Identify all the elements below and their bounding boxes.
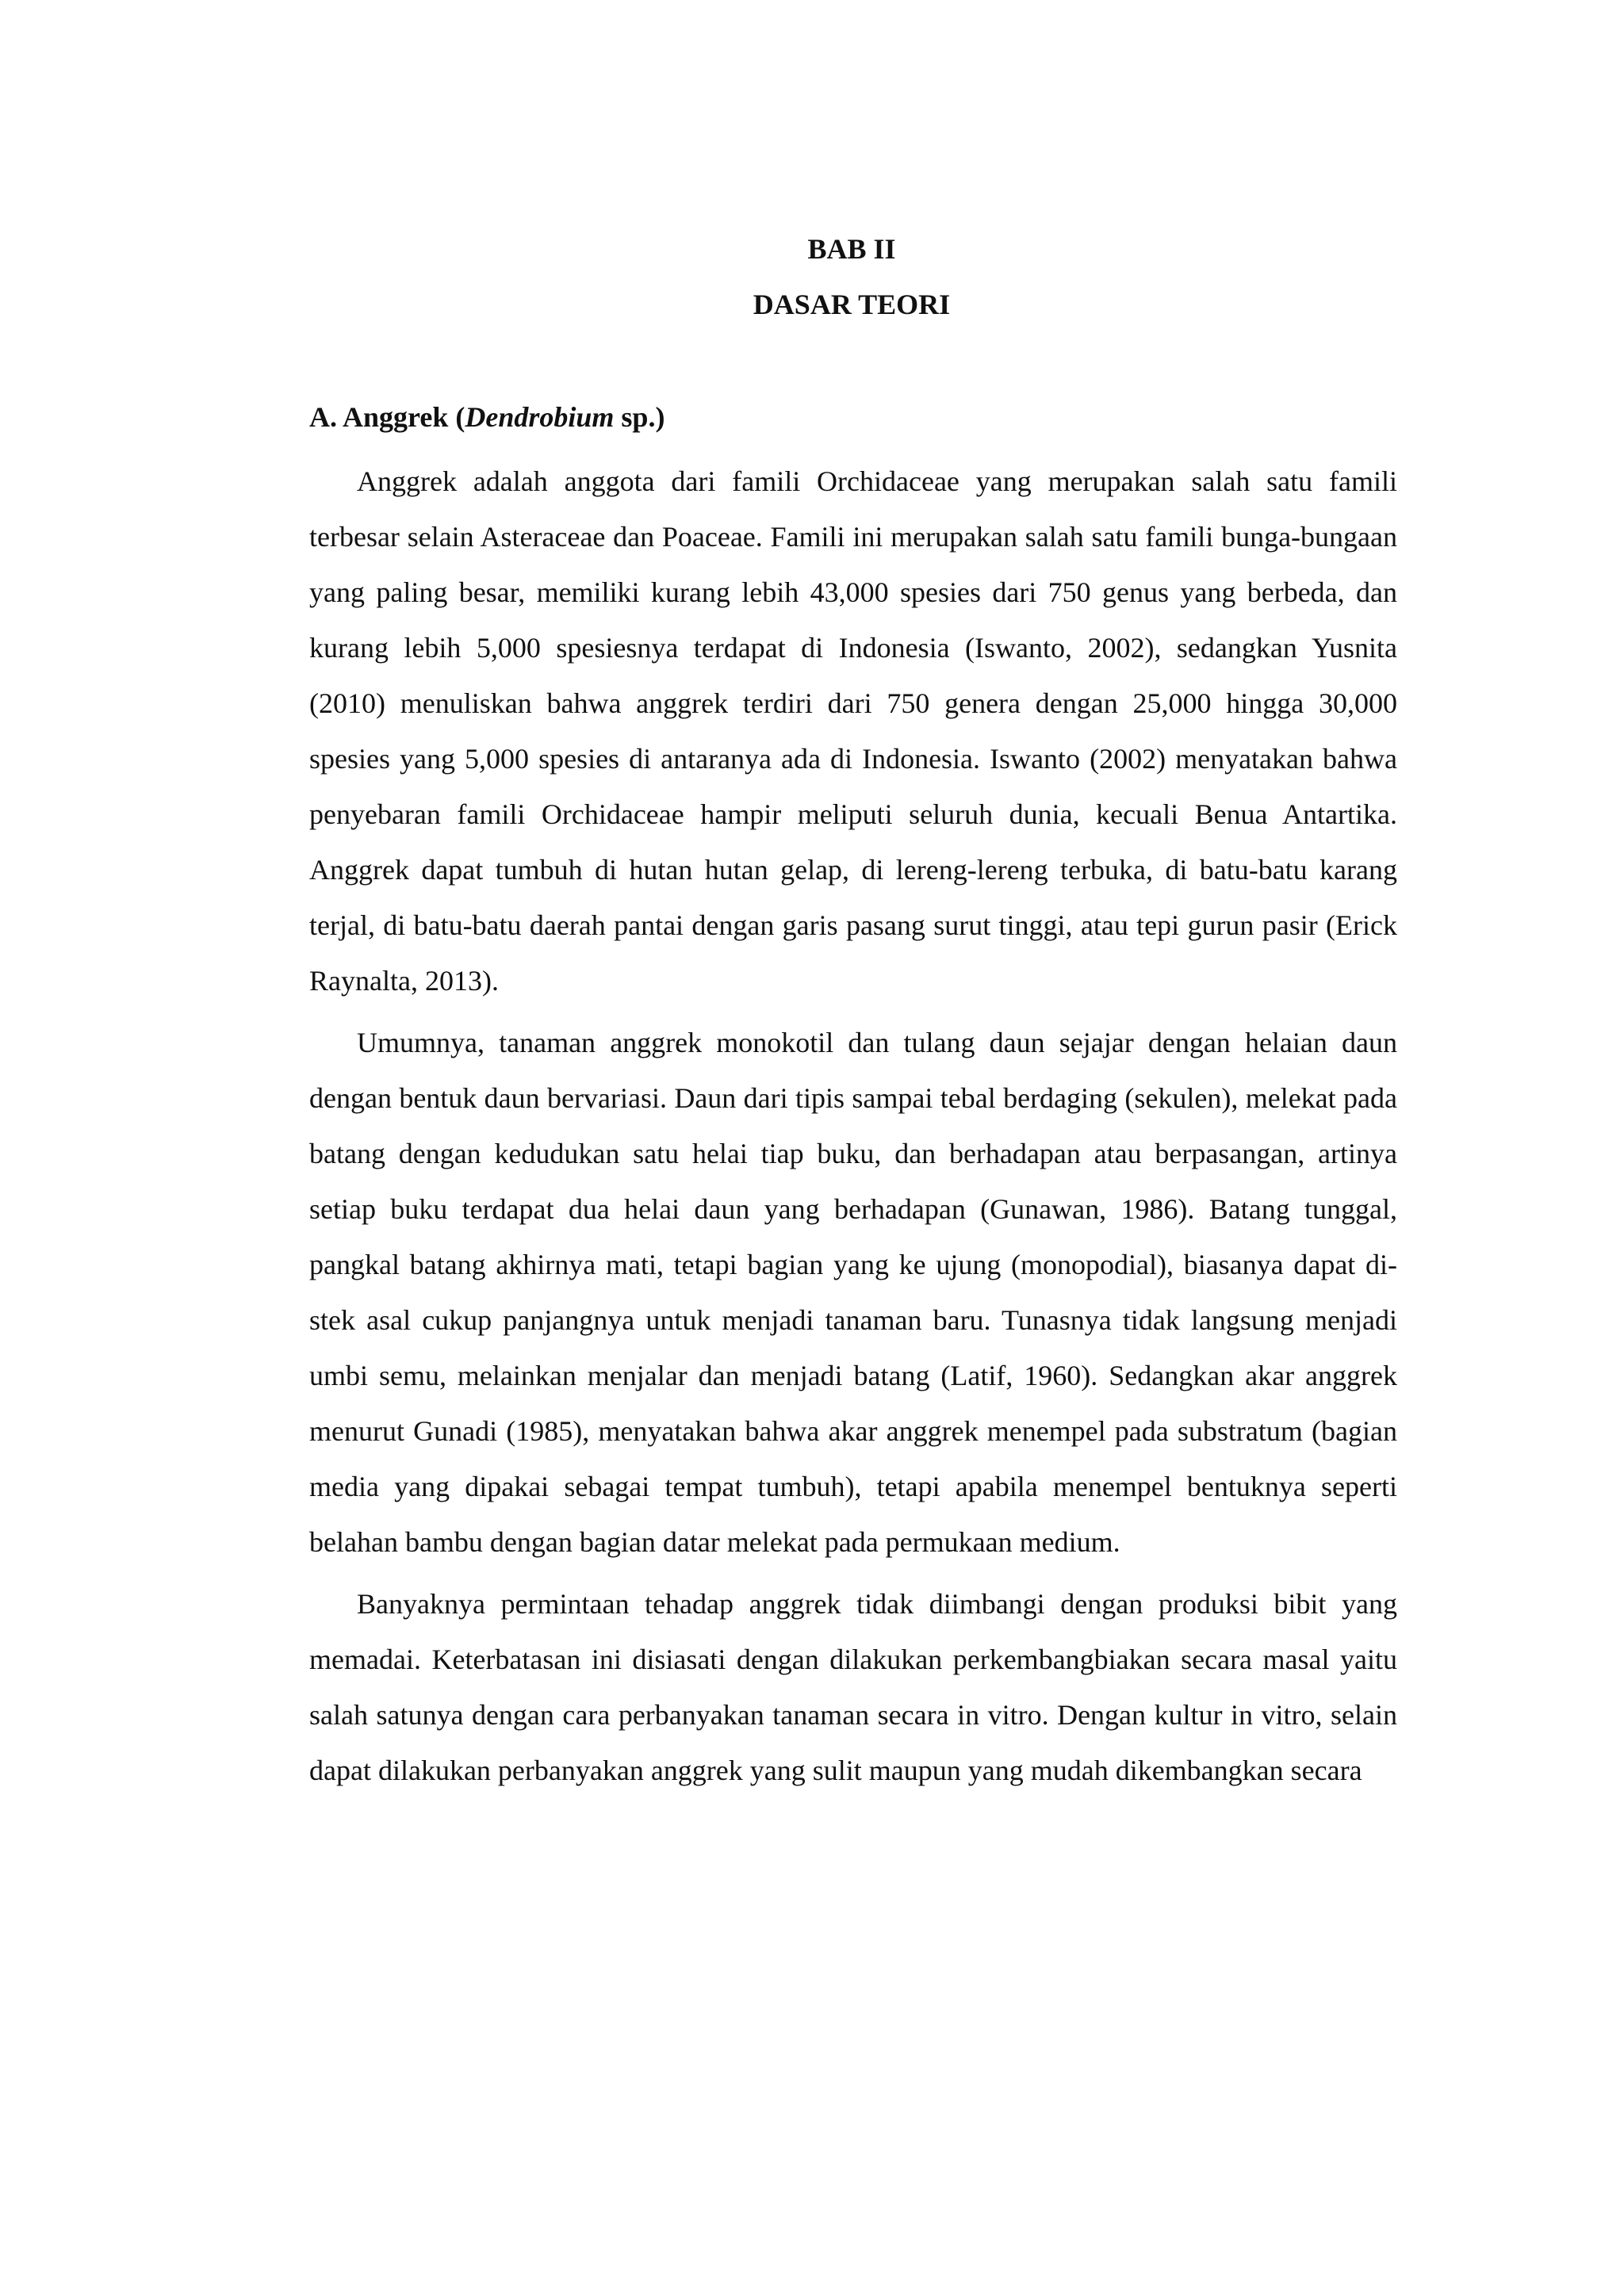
section-heading-suffix: sp.) [614, 401, 665, 433]
paragraph-1: Anggrek adalah anggota dari famili Orchidaceae yang merupakan salah satu famili terbesar selain Asteraceae dan Poaceae. Famili ini merupakan salah satu famili bunga-bungaan yang paling besar, memiliki kurang lebih 43,000 spesies dari 750 genus yang berbeda, dan kurang lebih 5,000 spesiesnya terdapat di Indonesia (Iswanto, 2002), sedangkan Yusnita (2010) menuliskan bahwa anggrek terdiri dari 750 genera dengan 25,000 hingga 30,000 spesies yang 5,000 spesies di antaranya ada di Indonesia. Iswanto (2002) menyatakan bahwa penyebaran famili Orchidaceae hampir meliputi seluruh dunia, kecuali Benua Antartika. Anggrek dapat tumbuh di hutan hutan gelap, di lereng-lereng terbuka, di batu-batu karang terjal, di batu-batu daerah pantai dengan garis pasang surut tinggi, atau tepi gurun pasir (Erick Raynalta, 2013). [309, 465, 1397, 997]
section-heading-genus: Dendrobium [465, 401, 615, 433]
chapter-number: BAB II [807, 233, 896, 265]
section-heading-prefix: A. Anggrek ( [309, 401, 465, 433]
paragraph-2: Umumnya, tanaman anggrek monokotil dan tulang daun sejajar dengan helaian daun dengan bentuk daun bervariasi. Daun dari tipis sampai tebal berdaging (sekulen), melekat pada batang dengan kedudukan satu helai tiap buku, dan berhadapan atau berpasangan, artinya setiap buku terdapat dua helai daun yang berhadapan (Gunawan, 1986). Batang tunggal, pangkal batang akhirnya mati, tetapi bagian yang ke ujung (monopodial), biasanya dapat di-stek asal cukup panjangnya untuk menjadi tanaman baru. Tunasnya tidak langsung menjadi umbi semu, melainkan menjalar dan menjadi batang (Latif, 1960). Sedangkan akar anggrek menurut Gunadi (1985), menyatakan bahwa akar anggrek menempel pada substratum (bagian media yang dipakai sebagai tempat tumbuh), tetapi apabila menempel bentuknya seperti belahan bambu dengan bagian datar melekat pada permukaan medium. [309, 1027, 1397, 1558]
body-text [309, 453, 1397, 1798]
paragraph-3: Banyaknya permintaan tehadap anggrek tidak diimbangi dengan produksi bibit yang memadai. Keterbatasan ini disiasati dengan dilakukan perkembangbiakan secara masal yaitu salah satunya dengan cara perbanyakan tanaman secara in vitro. Dengan kultur in vitro, selain dapat dilakukan perbanyakan anggrek yang sulit maupun yang mudah dikembangkan secara [309, 1588, 1397, 1786]
section-heading [309, 398, 665, 436]
chapter-title: DASAR TEORI [753, 289, 951, 320]
